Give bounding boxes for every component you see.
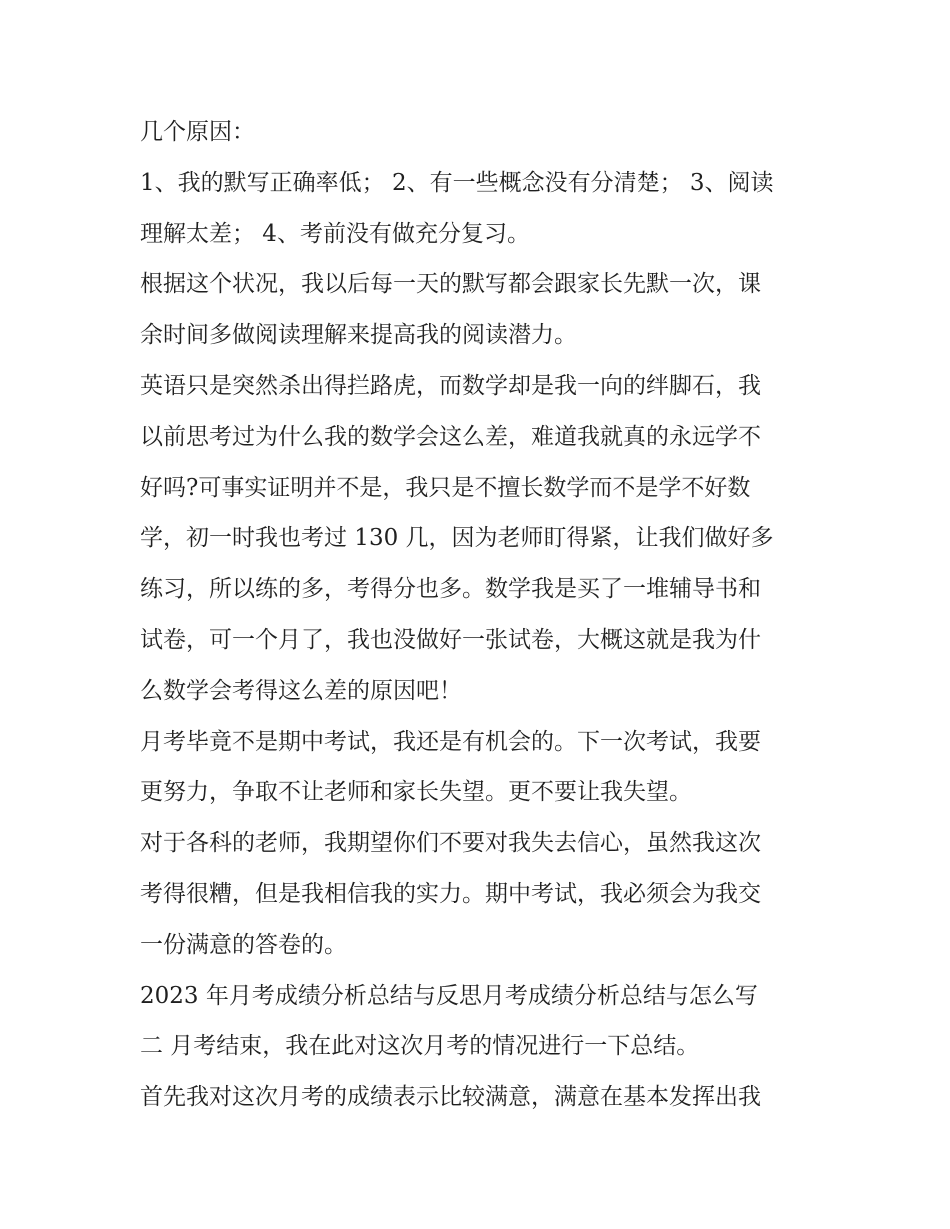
text-line: 2023 年月考成绩分析总结与反思月考成绩分析总结与怎么写 [140, 982, 758, 1009]
text-line: 几个原因： [140, 119, 255, 145]
text-line: 好吗?可事实证明并不是，我只是不擅长数学而不是学不好数 [140, 474, 751, 501]
text-line: 试卷，可一个月了，我也没做好一张试卷，大概这就是我为什 [140, 626, 761, 653]
document-body [140, 107, 820, 1123]
text-line: 么数学会考得这么差的原因吧！ [140, 677, 462, 704]
text-line: 对于各科的老师，我期望你们不要对我失去信心，虽然我这次 [140, 830, 761, 857]
text-line: 练习，所以练的多，考得分也多。数学我是买了一堆辅导书和 [140, 576, 761, 603]
text-line: 首先我对这次月考的成绩表示比较满意，满意在基本发挥出我 [140, 1084, 761, 1111]
text-line: 月考毕竟不是期中考试，我还是有机会的。下一次考试，我要 [140, 728, 761, 755]
text-line: 英语只是突然杀出得拦路虎，而数学却是我一向的绊脚石，我 [140, 372, 761, 399]
text-line: 一份满意的答卷的。 [140, 931, 347, 958]
text-line: 以前思考过为什么我的数学会这么差，难道我就真的永远学不 [140, 423, 761, 450]
text-line: 1、我的默写正确率低； 2、有一些概念没有分清楚； 3、阅读 [140, 169, 774, 196]
text-line: 学，初一时我也考过 130 几，因为老师盯得紧，让我们做好多 [140, 525, 774, 552]
text-line: 理解太差； 4、考前没有做充分复习。 [140, 220, 530, 247]
text-line: 考得很糟，但是我相信我的实力。期中考试，我必须会为我交 [140, 880, 761, 907]
text-line: 根据这个状况，我以后每一天的默写都会跟家长先默一次，课 [140, 271, 761, 298]
text-line: 二 月考结束，我在此对这次月考的情况进行一下总结。 [140, 1033, 700, 1060]
text-line: 更努力，争取不让老师和家长失望。更不要让我失望。 [140, 779, 692, 806]
text-line: 余时间多做阅读理解来提高我的阅读潜力。 [140, 322, 577, 349]
